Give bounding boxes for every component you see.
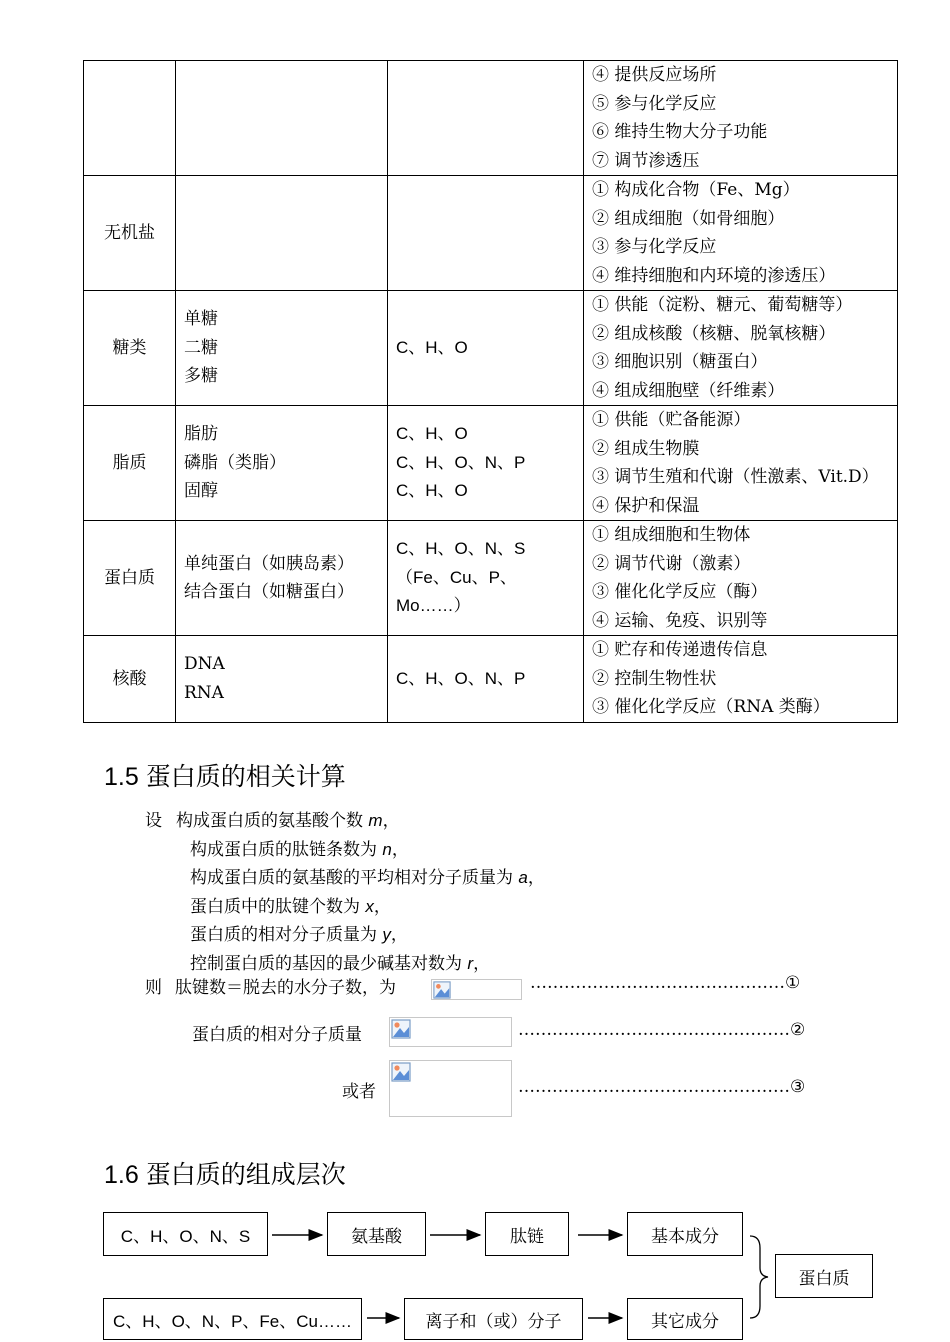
box-peptide-chain: 肽链 [485, 1212, 569, 1256]
section-title-1-5: 1.5 蛋白质的相关计算 [104, 763, 346, 791]
variable-symbol: r [467, 953, 474, 973]
definition-text: 构成蛋白质的氨基酸个数 [176, 811, 369, 831]
elements-cell-line: C、H、O [396, 337, 468, 357]
box-elements-1: C、H、O、N、S [103, 1212, 268, 1256]
functions-cell-line: ① 构成化合物（Fe、Mg） [592, 180, 800, 200]
definition-comma: ， [473, 953, 491, 974]
definition-text: 蛋白质中的肽键个数为 [190, 896, 366, 917]
functions-cell-line: ④ 维持细胞和内环境的渗透压） [592, 265, 836, 286]
variable-symbol: x [365, 896, 374, 916]
formula3-label: 或者 [342, 1082, 376, 1102]
functions-cell-line: ② 组成生物膜 [592, 438, 700, 459]
compound-name-cell: 无机盐 [84, 176, 176, 291]
types-cell-line: 单糖 [184, 309, 218, 330]
functions-cell-line: ③ 催化化学反应（酶） [592, 582, 768, 602]
types-cell-line: 磷脂（类脂） [184, 452, 286, 473]
functions-cell-line: ① 贮存和传递遗传信息 [592, 640, 768, 660]
functions-cell-line: ③ 催化化学反应（RNA 类酶） [592, 697, 830, 717]
formula2-label: 蛋白质的相对分子质量 [192, 1025, 362, 1045]
compound-name-cell: 糖类 [84, 291, 176, 406]
dots-1: ………………………………………① [530, 973, 801, 993]
definition-text: 蛋白质的相对分子质量为 [190, 925, 383, 945]
variable-symbol: m [368, 811, 383, 830]
types-cell-line: RNA [184, 682, 224, 703]
functions-cell-line: ③ 细胞识别（糖蛋白） [592, 352, 768, 372]
then-prefix: 则 [145, 978, 162, 998]
functions-cell-line: ⑥ 维持生物大分子功能 [592, 122, 768, 142]
types-cell-line: 脂肪 [184, 424, 218, 445]
functions-cell-line: ④ 组成细胞壁（纤维素） [592, 380, 785, 401]
box-elements-2: C、H、O、N、P、Fe、Cu…… [103, 1298, 362, 1340]
types-cell-line: 结合蛋白（如糖蛋白） [184, 582, 354, 602]
box-basic-component: 基本成分 [627, 1212, 743, 1256]
variable-symbol: y [382, 925, 391, 944]
definition-comma: ， [382, 811, 400, 831]
functions-cell-line: ④ 运输、免疫、识别等 [592, 610, 768, 631]
functions-cell-line: ② 调节代谢（激素） [592, 553, 751, 574]
definition-text: 构成蛋白质的氨基酸的平均相对分子质量为 [190, 868, 519, 888]
elements-cell-line: C、H、O [396, 481, 468, 501]
functions-cell-line: ⑤ 参与化学反应 [592, 93, 717, 114]
right-brace [750, 1236, 768, 1318]
functions-cell-line: ③ 参与化学反应 [592, 237, 717, 257]
definition-comma: ， [527, 868, 545, 888]
box-protein: 蛋白质 [775, 1254, 873, 1298]
types-cell-line: 多糖 [184, 366, 218, 387]
functions-cell-line: ② 组成细胞（如骨细胞） [592, 208, 785, 229]
box-other-component: 其它成分 [627, 1298, 743, 1340]
formula1-label: 肽键数＝脱去的水分子数，为 [175, 978, 396, 998]
compound-name-cell: 核酸 [84, 636, 176, 723]
box-amino-acid: 氨基酸 [327, 1212, 426, 1256]
functions-cell-line: ④ 保护和保温 [592, 495, 700, 516]
compound-name-cell: 脂质 [84, 406, 176, 521]
functions-cell-line: ② 组成核酸（核糖、脱氧核糖） [592, 323, 836, 344]
elements-cell-line: C、H、O [396, 424, 468, 444]
definition-comma: ， [390, 925, 408, 945]
functions-cell-line: ⑦ 调节渗透压 [592, 150, 700, 171]
types-cell-line: DNA [184, 654, 225, 675]
types-cell-line: 固醇 [184, 481, 218, 502]
definition-comma: ， [373, 896, 391, 917]
definition-text: 构成蛋白质的肽链条数为 [190, 839, 383, 860]
definition-comma: ， [391, 839, 409, 860]
elements-cell-line: C、H、O、N、S [396, 539, 526, 559]
elements-cell-line: （Fe、Cu、P、Mo……） [396, 567, 517, 616]
box-ions-molecules: 离子和（或）分子 [404, 1298, 583, 1340]
variable-symbol: a [518, 868, 528, 887]
functions-cell-line: ② 控制生物性状 [592, 668, 717, 689]
functions-cell-line: ① 组成细胞和生物体 [592, 525, 751, 545]
variable-symbol: n [382, 839, 392, 859]
dots-2: …………………………………………② [518, 1020, 806, 1040]
definition-text: 控制蛋白质的基因的最少碱基对数为 [190, 953, 468, 974]
compound-name-cell: 蛋白质 [84, 521, 176, 636]
types-cell-line: 二糖 [184, 337, 218, 358]
functions-cell-line: ③ 调节生殖和代谢（性激素、Vit.D） [592, 467, 879, 487]
section-title-1-6: 1.6 蛋白质的组成层次 [104, 1161, 346, 1189]
elements-cell-line: C、H、O、N、P [396, 452, 526, 472]
types-cell-line: 单纯蛋白（如胰岛素） [184, 553, 354, 574]
functions-cell-line: ① 供能（贮备能源） [592, 410, 751, 430]
functions-cell-line: ① 供能（淀粉、糖元、葡萄糖等） [592, 295, 853, 315]
dots-3: …………………………………………③ [518, 1077, 806, 1097]
functions-cell-line: ④ 提供反应场所 [592, 65, 717, 85]
elements-cell-line: C、H、O、N、P [396, 668, 526, 688]
set-prefix: 设 [145, 811, 162, 831]
